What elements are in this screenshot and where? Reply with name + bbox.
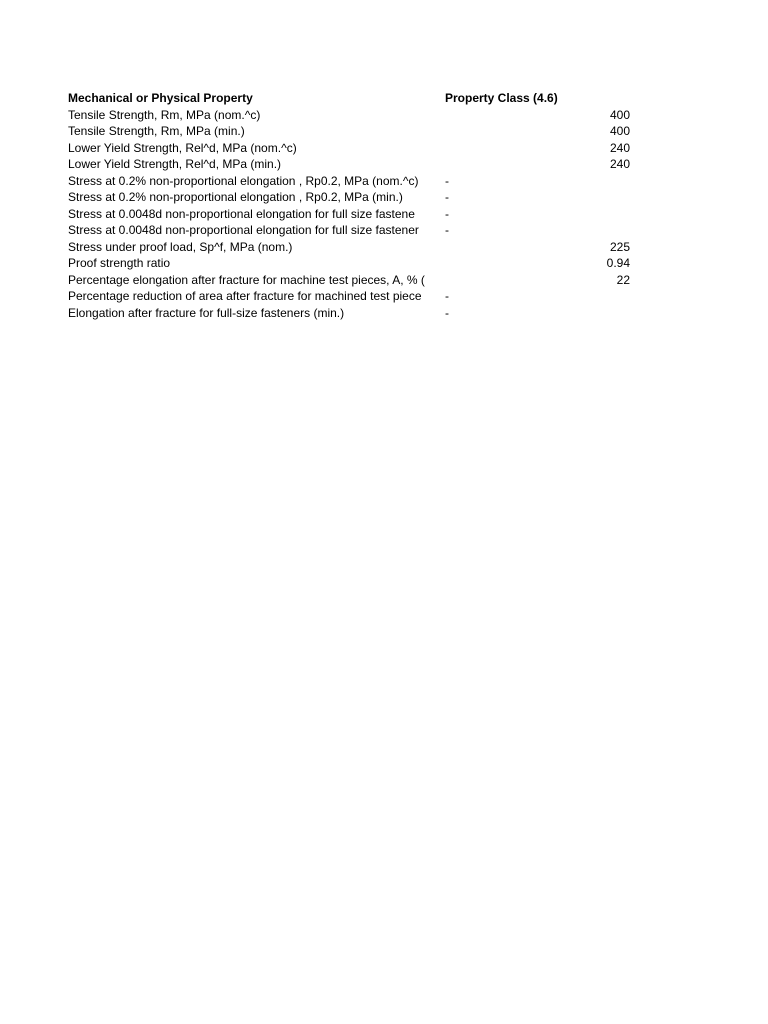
property-name: Tensile Strength, Rm, MPa (nom.^c) [68, 107, 261, 122]
table-header-row [68, 90, 638, 107]
property-name: Tensile Strength, Rm, MPa (min.) [68, 124, 245, 138]
property-value: 240 [609, 140, 630, 155]
property-name: Lower Yield Strength, Rel^d, MPa (min.) [68, 157, 282, 171]
property-name: Stress at 0.0048d non-proportional elongation for full size fastener [68, 223, 419, 237]
table-row [68, 239, 638, 256]
property-name: Stress at 0.0048d non-proportional elongation for full size fastene [68, 206, 415, 221]
property-dash: - [445, 289, 449, 303]
property-name: Proof strength ratio [68, 256, 171, 270]
property-dash: - [445, 223, 449, 237]
property-value: 22 [616, 272, 630, 287]
property-value: 0.94 [606, 256, 630, 270]
property-table [68, 90, 638, 321]
table-row [68, 288, 638, 305]
property-dash: - [445, 190, 449, 204]
property-name: Stress at 0.2% non-proportional elongation , Rp0.2, MPa (min.) [68, 190, 403, 204]
table-row [68, 222, 638, 239]
property-name: Lower Yield Strength, Rel^d, MPa (nom.^c) [68, 140, 297, 155]
property-name: Stress under proof load, Sp^f, MPa (nom.) [68, 239, 293, 254]
property-value: 240 [609, 157, 630, 171]
table-row [68, 107, 638, 124]
property-value: 400 [609, 124, 630, 138]
table-row [68, 272, 638, 289]
property-name: Stress at 0.2% non-proportional elongation , Rp0.2, MPa (nom.^c) [68, 173, 419, 188]
property-value: 400 [609, 107, 630, 122]
table-row [68, 173, 638, 190]
property-dash: - [445, 173, 449, 188]
property-value: 225 [609, 239, 630, 254]
table-row [68, 156, 638, 173]
property-dash: - [445, 305, 449, 320]
table-row [68, 189, 638, 206]
property-name: Percentage elongation after fracture for machine test pieces, A, % ( [68, 272, 425, 287]
table-row [68, 140, 638, 157]
table-row [68, 305, 638, 322]
table-row [68, 255, 638, 272]
property-dash: - [445, 206, 449, 221]
property-name: Elongation after fracture for full-size fasteners (min.) [68, 305, 345, 320]
header-property: Mechanical or Physical Property [68, 91, 253, 105]
table-row [68, 123, 638, 140]
property-name: Percentage reduction of area after fracture for machined test piece [68, 289, 422, 303]
header-property-class: Property Class (4.6) [445, 91, 558, 105]
table-row [68, 206, 638, 223]
